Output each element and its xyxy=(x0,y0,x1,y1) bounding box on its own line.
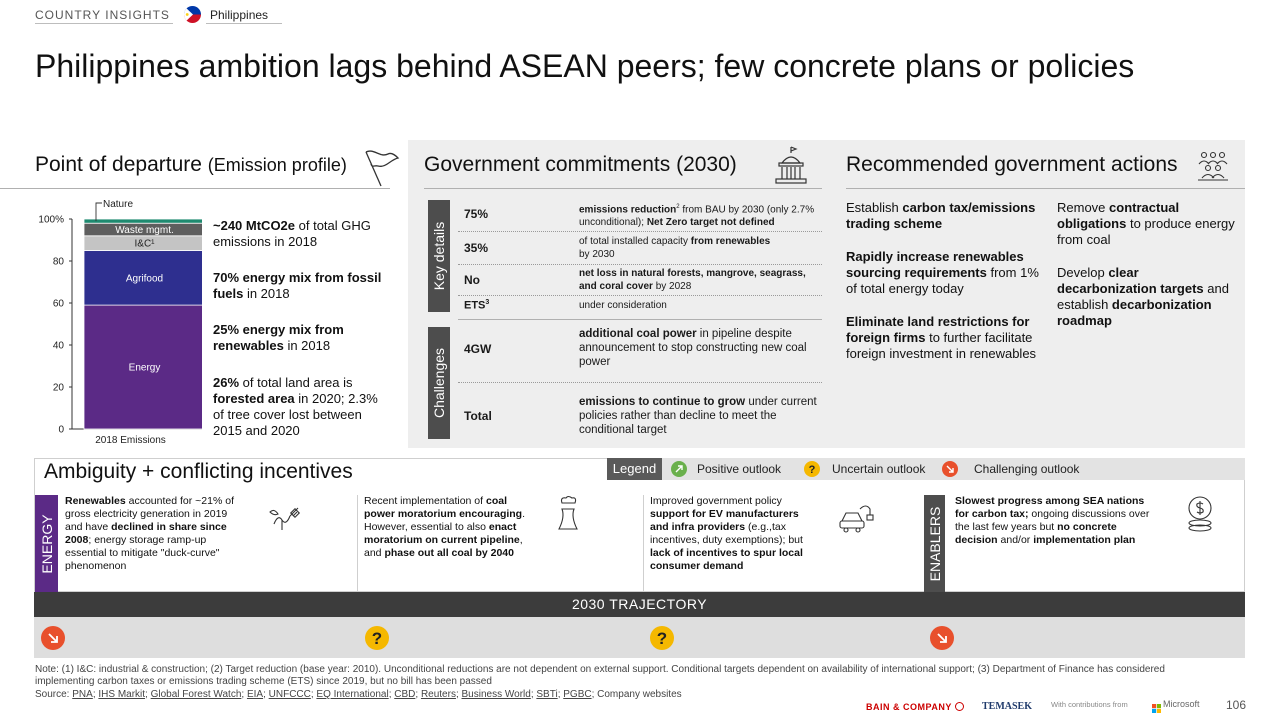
fact-emissions: ~240 MtCO2e of total GHG emissions in 2018 xyxy=(213,218,371,249)
nature-leader-line xyxy=(96,203,102,221)
challenge-value-2: Total xyxy=(464,409,492,423)
cell-carbon-tax: Slowest progress among SEA nations for carbon tax; ongoing discussions over the last few years but no concrete decision and/or implementation plan xyxy=(955,495,1150,546)
source-link: Reuters xyxy=(420,689,456,700)
action-renewables: Rapidly increase renewables sourcing requirements from 1% of total energy today xyxy=(846,249,1039,296)
kd-text-4: under consideration xyxy=(579,300,667,311)
column-divider xyxy=(643,495,644,592)
microsoft-name: Microsoft xyxy=(1163,699,1200,709)
y-tick-label: 20 xyxy=(52,382,64,394)
segment-label: I&C¹ xyxy=(134,238,155,250)
page-number: 106 xyxy=(1226,698,1247,712)
y-tick-label: 60 xyxy=(52,298,64,310)
philippines-flag-icon xyxy=(184,6,201,23)
kd-section-rule xyxy=(458,319,822,320)
fact-renewables: 25% energy mix from renewables in 2018 xyxy=(213,322,344,353)
source-link: PNA xyxy=(72,689,93,700)
flag-outline-icon xyxy=(360,146,402,193)
government-building-icon xyxy=(772,145,810,190)
challenge-divider xyxy=(458,382,822,383)
challenging-outlook-icon xyxy=(942,461,958,477)
source-link: EIA xyxy=(246,689,264,700)
source-link: EQ International xyxy=(316,689,389,700)
segment-label: Agrifood xyxy=(125,273,164,285)
kd-value-3: No xyxy=(464,273,480,287)
section-label-rule xyxy=(35,23,173,24)
commitments-rule xyxy=(424,188,822,189)
action-land-restrictions: Eliminate land restrictions for foreign firms to further facilitate foreign investment in renewables xyxy=(846,314,1037,361)
action-decarb-targets: Develop clear decarbonization targets and establish decarbonization roadmap xyxy=(1057,265,1229,328)
people-group-icon xyxy=(1196,150,1230,187)
microsoft-logo-icon xyxy=(1152,700,1161,709)
section-label: COUNTRY INSIGHTS xyxy=(35,8,170,22)
kd-value-1: 75% xyxy=(464,207,489,221)
challenging-outlook-icon xyxy=(41,626,65,650)
departure-title-sub: (Emission profile) xyxy=(207,155,347,175)
challenge-text-1: additional coal power in pipeline despite announcement to stop constructing new coal power xyxy=(579,328,807,368)
x-category-label: 2018 Emissions xyxy=(95,435,166,446)
challenging-outlook-icon xyxy=(930,626,954,650)
sources: Source: PNA; IHS Markit; Global Forest Watch; EIA; UNFCCC; EQ International; CBD; Reuters; Business World; SBTi; PGBC; Company websites xyxy=(35,689,682,700)
kd-divider xyxy=(458,295,822,296)
legend-positive: Positive outlook xyxy=(697,462,782,476)
y-tick-label: 0 xyxy=(58,424,64,436)
departure-title-main: Point of departure xyxy=(35,153,202,176)
country-rule xyxy=(206,23,282,24)
kd-value-4: ETS$^3$ xyxy=(464,299,490,312)
legend-label: Legend xyxy=(607,458,662,480)
commitments-title: Government commitments (2030) xyxy=(424,153,737,176)
svg-text:?: ? xyxy=(656,629,668,648)
source-link: IHS Markit xyxy=(98,689,146,700)
svg-text:?: ? xyxy=(371,629,383,648)
bar-segment-nature xyxy=(84,219,202,223)
action-coal-contracts: Remove contractual obligations to produce energy from coal xyxy=(1057,200,1235,247)
positive-outlook-icon xyxy=(671,461,687,477)
kd-divider xyxy=(458,231,822,232)
svg-text:?: ? xyxy=(808,464,816,476)
fact-fossil: 70% energy mix from fossil fuels in 2018 xyxy=(213,270,382,301)
uncertain-outlook-icon xyxy=(804,461,820,477)
source-link: SBTi xyxy=(536,689,558,700)
temasek-logo: TEMASEK xyxy=(982,701,1033,712)
uncertain-outlook-icon xyxy=(650,626,674,650)
uncertain-outlook-icon xyxy=(365,626,389,650)
kd-value-2: 35% xyxy=(464,241,489,255)
recommended-title: Recommended government actions xyxy=(846,153,1178,176)
trajectory-bar: 2030 TRAJECTORY xyxy=(34,592,1245,617)
page-title: Philippines ambition lags behind ASEAN peers; few concrete plans or policies xyxy=(35,48,1135,84)
recommended-rule xyxy=(846,188,1245,189)
segment-label: Nature xyxy=(103,199,134,210)
country-name: Philippines xyxy=(210,8,269,22)
electric-car-icon xyxy=(836,499,874,540)
source-link: UNFCCC xyxy=(268,689,311,700)
legend-challenging: Challenging outlook xyxy=(974,462,1080,476)
source-link: Business World xyxy=(461,689,531,700)
fact-forest: 26% of total land area is forested area in 2020; 2.3% of tree cover lost between 2015 and 2020 xyxy=(213,375,378,438)
source-link: PGBC xyxy=(563,689,592,700)
challenge-value-1: 4GW xyxy=(464,342,492,356)
cell-coal: Recent implementation of coal power moratorium encouraging. However, essential to also enact moratorium on current pipeline, and phase out all coal by 2040 xyxy=(364,495,526,559)
source-link: Global Forest Watch xyxy=(150,689,242,700)
energy-tab: ENERGY xyxy=(35,495,58,592)
action-carbon-tax: Establish carbon tax/emissions trading scheme xyxy=(846,200,1036,231)
trajectory-row xyxy=(34,617,1245,658)
cooling-tower-icon xyxy=(554,495,582,536)
ambiguity-title: Ambiguity + conflicting incentives xyxy=(44,460,353,483)
y-tick-label: 80 xyxy=(52,256,64,268)
kd-text-2: of total installed capacity from renewables by 2030 xyxy=(579,236,771,260)
cell-ev: Improved government policy support for EV manufacturers and infra providers (e.g.,tax incentives, duty exemptions); but lack of incentives to spur local consumer demand xyxy=(650,495,803,572)
enablers-tab: ENABLERS xyxy=(924,495,945,592)
contributions-label: With contributions from xyxy=(1051,700,1128,709)
challenge-text-2: emissions to continue to grow under current policies rather than decline to meet the conditional target xyxy=(579,396,817,436)
plug-plant-icon xyxy=(264,500,304,537)
segment-label: Waste mgmt. xyxy=(115,225,174,236)
departure-rule xyxy=(0,188,390,189)
bain-logo: BAIN & COMPANY xyxy=(866,702,964,712)
y-tick-label: 100% xyxy=(38,214,64,226)
emissions-chart xyxy=(30,193,202,449)
y-tick-label: 40 xyxy=(52,340,64,352)
footnote: Note: (1) I&C: industrial & construction; (2) Target reduction (base year: 2010). Unconditional reductions are not dependent on external support. Conditional targets dependent on availability of international support; (3) Department of Finance has considered implementing carbon taxes or emissions trading scheme (ETS) since 2019, but no bill has been passed xyxy=(35,664,1165,687)
segment-label: Energy xyxy=(128,362,161,374)
departure-title xyxy=(35,153,347,177)
dollar-coins-icon xyxy=(1184,495,1216,540)
source-link: CBD xyxy=(394,689,416,700)
kd-divider xyxy=(458,264,822,265)
legend-uncertain: Uncertain outlook xyxy=(832,462,926,476)
column-divider xyxy=(357,495,358,592)
kd-text-3: net loss in natural forests, mangrove, seagrass, and coral cover by 2028 xyxy=(579,268,806,292)
key-details-tab: Key details xyxy=(428,200,450,312)
cell-renewables: Renewables accounted for ~21% of gross electricity generation in 2019 and have declined in share since 2008; energy storage ramp-up essential to mitigate "duck-curve" phenomenon xyxy=(65,495,234,572)
kd-text-1: emissions reduction$^2$ from BAU by 2030 (only 2.7% unconditional); Net Zero target not defined xyxy=(579,204,815,229)
challenges-tab: Challenges xyxy=(428,327,450,439)
